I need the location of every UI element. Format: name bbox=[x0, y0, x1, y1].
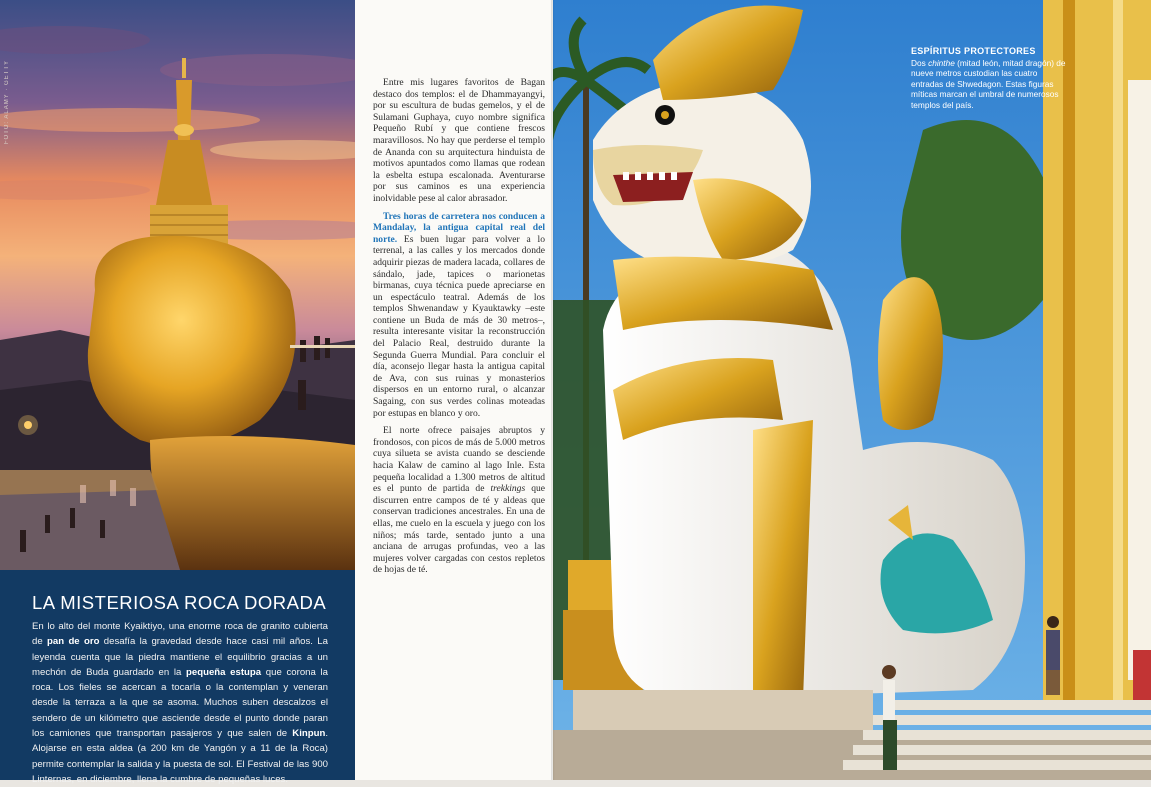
article-paragraph-2-rest: Es buen lugar para volver a lo terrenal, a las calles y los mercados donde adquirir piezas de madera lacada, collares de sándalo, jade, tapices o marionetas birmanas, cuya técnica puede apreciarse en un espectáculo teatral. Además de los templos Shwenandaw y Kyauktawky –este contiene un Buda de más de 30 metros–, resulta interesante visitar la reconstrucción del Palacio Real, destruido durante la Segunda Guerra Mundial. Para concluir el día, aconsejo llegar hasta la antigua capital de Ava, con sus ruinas y monasterios dispersos en un entorno rural, o alcanzar Sagaing, con sus verdes colinas moteadas por estupas en blanco y oro. bbox=[373, 233, 545, 419]
sidebar-body bbox=[32, 619, 328, 787]
sidebar-text-run: que corona la roca. Los fieles se acercan a tocarla o la contemplan y veneran desde la terraza a la que se asoma. Muchos suben descalzos el sendero de un kilómetro que asciende desde el punto donde paran los camiones que transportan pasajeros y que salen de bbox=[32, 666, 328, 740]
caption-text bbox=[911, 58, 1071, 111]
photo-credit: FOTO: ALAMY · GETTY bbox=[4, 60, 10, 145]
page-gutter bbox=[551, 0, 555, 780]
golden-rock-illustration bbox=[0, 0, 355, 570]
sidebar-title: LA MISTERIOSA ROCA DORADA bbox=[32, 592, 327, 613]
caption-text-b: (mitad león, mitad dragón) de nueve metros custodian las cuatro entradas de Shwedagon. Estas figuras míticas marcan el umbral de numerosos templos del país. bbox=[911, 57, 1066, 110]
article-paragraph-3 bbox=[373, 425, 545, 576]
sidebar-bold-term: pequeña estupa bbox=[186, 666, 262, 678]
sidebar-bold-term: Kinpun bbox=[292, 728, 326, 740]
article-paragraph-3-a: El norte ofrece paisajes abruptos y frondosos, con picos de más de 5.000 metros cuya silueta se avista cuando se desciende hacia Kalaw de camino al lago Inle. Esta pequeña localidad a 1.300 metros de altitud es el punto de partida de bbox=[373, 425, 545, 495]
caption-text-a: Dos bbox=[911, 57, 929, 68]
article-paragraph-1: Entre mis lugares favoritos de Bagan destaco dos templos: el de Dhammayangyi, por su escultura de budas gemelos, y el de Sulamani Guphaya, cuyo nombre significa Pequeño Rubí y que contiene frescos maravillosos. No hay que perderse el templo de Ananda con su arquitectura hinduista de motivos apuntados como llamas que rodean la esbelta estupa escalonada. Aventurarse por sus caminos es una experiencia inolvidable pese al calor abrasador. bbox=[373, 77, 545, 204]
sidebar-box bbox=[0, 570, 355, 785]
photo-caption bbox=[911, 46, 1071, 111]
sidebar-text-run: desafía la gravedad desde hace casi mil años. La leyenda cuenta que la piedra mantiene el equilibrio gracias a un mechón de Buda guardado en la bbox=[32, 636, 328, 678]
article-column bbox=[355, 0, 553, 780]
caption-italic-term: chinthe bbox=[928, 57, 955, 68]
caption-title: ESPÍRITUS PROTECTORES bbox=[911, 46, 1036, 56]
sidebar-text-run: . Alojarse en esta aldea (a 200 km de Yangón y a 11 de la Roca) permite contemplar la salida y la puesta de sol. El Festival de las 900 Linternas, en diciembre, llena la cumbre de pequeñas luces. bbox=[32, 728, 328, 785]
chinthe-photo bbox=[553, 0, 1151, 780]
article-lead-in: Tres horas de carretera nos conducen a Mandalay, la antigua capital real del norte. bbox=[373, 210, 545, 245]
article-text bbox=[373, 77, 545, 582]
article-paragraph-2 bbox=[373, 211, 545, 420]
sidebar-text-run: En lo alto del monte Kyaiktiyo, una enorme roca de granito cubierta de bbox=[32, 621, 328, 648]
golden-rock-photo bbox=[0, 0, 355, 570]
article-italic-term: trekkings bbox=[490, 483, 526, 495]
article-paragraph-3-b: que discurren entre campos de té y aldeas que conservan tradiciones ancestrales. En una de ellas, me cuelo en la escuela y juego con los niños; más tarde, sentado junto a una anciana de arrugas profundas, veo a las mujeres volver cargadas con cestos repletos de hojas de té. bbox=[373, 483, 546, 576]
chinthe-illustration bbox=[553, 0, 1151, 780]
sidebar-bold-term: pan de oro bbox=[47, 636, 100, 648]
